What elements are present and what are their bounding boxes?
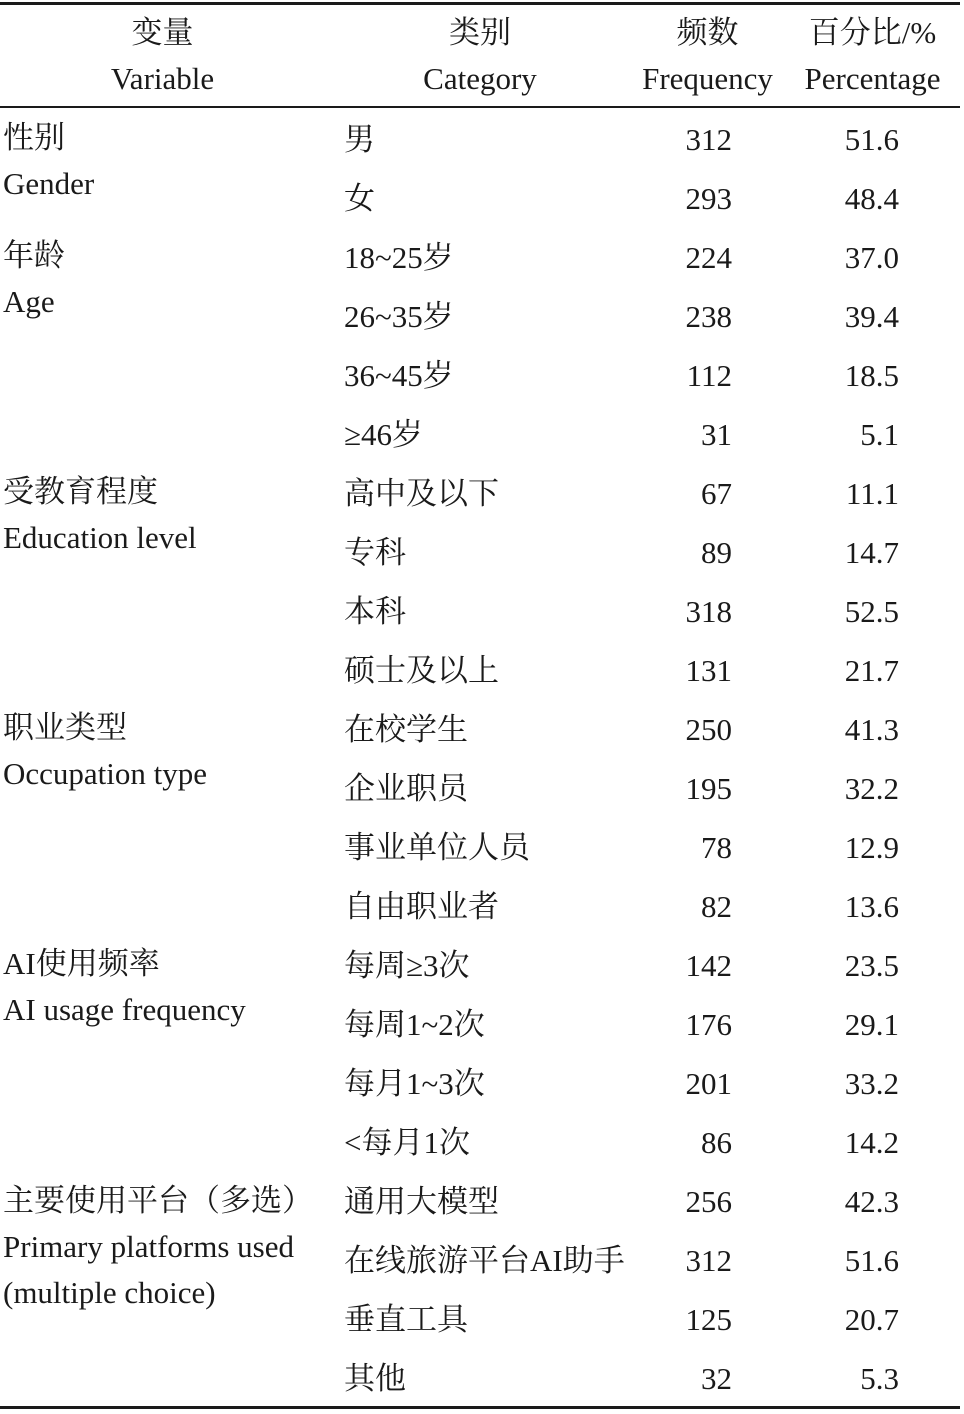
group-label-zh: 性别 — [3, 120, 65, 155]
percentage-cell: 23.5 — [844, 948, 899, 983]
category-cell: 每周≥3次 — [344, 948, 470, 983]
category-cell: 36~45岁 — [344, 358, 454, 393]
group-label-en: AI usage frequency — [3, 992, 246, 1027]
group-label-zh: 年龄 — [3, 238, 65, 273]
frequency-cell: 293 — [685, 181, 732, 216]
header-percentage-en: Percentage — [804, 61, 941, 96]
percentage-cell: 37.0 — [844, 240, 899, 275]
category-cell: 在校学生 — [344, 712, 468, 747]
category-cell: ≥46岁 — [344, 417, 424, 452]
percentage-cell: 5.3 — [860, 1361, 899, 1396]
category-cell: <每月1次 — [344, 1125, 470, 1160]
table-row — [0, 1172, 960, 1231]
group-label-en: Primary platforms used — [3, 1229, 295, 1264]
frequency-cell: 131 — [685, 653, 732, 688]
frequency-cell: 256 — [685, 1184, 732, 1219]
category-cell: 专科 — [344, 535, 406, 570]
category-cell: 垂直工具 — [344, 1302, 468, 1337]
group-label-en-2: (multiple choice) — [3, 1275, 216, 1310]
frequency-cell: 142 — [685, 948, 732, 983]
percentage-cell: 18.5 — [844, 358, 899, 393]
table-row — [0, 641, 960, 700]
percentage-cell: 14.7 — [844, 535, 899, 570]
percentage-cell: 39.4 — [844, 299, 899, 334]
category-cell: 事业单位人员 — [344, 830, 530, 865]
category-cell: 高中及以下 — [344, 476, 499, 511]
group-label-zh: 受教育程度 — [3, 474, 158, 509]
group-label-zh: AI使用频率 — [3, 946, 160, 981]
percentage-cell: 11.1 — [845, 476, 899, 511]
percentage-cell: 51.6 — [844, 122, 899, 157]
percentage-cell: 48.4 — [844, 181, 899, 216]
category-cell: 女 — [344, 181, 375, 216]
table-row — [0, 523, 960, 582]
frequency-cell: 250 — [685, 712, 732, 747]
table-row — [0, 759, 960, 818]
frequency-cell: 31 — [701, 417, 732, 452]
table-row — [0, 1113, 960, 1172]
category-cell: 企业职员 — [344, 771, 468, 806]
frequency-cell: 89 — [701, 535, 732, 570]
table-row — [0, 1290, 960, 1349]
category-cell: 通用大模型 — [344, 1184, 499, 1219]
frequency-cell: 176 — [685, 1007, 732, 1042]
frequency-cell: 195 — [685, 771, 732, 806]
category-cell: 男 — [344, 122, 375, 157]
frequency-cell: 78 — [701, 830, 732, 865]
table-row — [0, 346, 960, 405]
group-label-zh: 主要使用平台（多选） — [3, 1183, 313, 1218]
table-row — [0, 1231, 960, 1290]
percentage-cell: 13.6 — [844, 889, 899, 924]
percentage-cell: 21.7 — [844, 653, 899, 688]
header-variable-zh: 变量 — [131, 15, 194, 50]
header-category-en: Category — [423, 61, 537, 96]
bottom-rule — [0, 1406, 960, 1409]
header-frequency-en: Frequency — [642, 61, 773, 96]
percentage-cell: 12.9 — [844, 830, 899, 865]
percentage-cell: 29.1 — [844, 1007, 899, 1042]
table-row — [0, 405, 960, 464]
header-variable-en: Variable — [110, 61, 215, 96]
group-label-zh: 职业类型 — [3, 710, 127, 745]
category-cell: 硕士及以上 — [344, 653, 499, 688]
category-cell: 本科 — [344, 594, 406, 629]
frequency-cell: 32 — [701, 1361, 732, 1396]
header-variable — [0, 10, 325, 102]
table-row — [0, 818, 960, 877]
header-category-zh: 类别 — [449, 15, 511, 50]
top-rule — [0, 2, 960, 5]
frequency-cell: 312 — [685, 1243, 732, 1278]
percentage-cell: 32.2 — [844, 771, 899, 806]
frequency-cell: 112 — [686, 358, 732, 393]
frequency-cell: 224 — [685, 240, 732, 275]
category-cell: 其他 — [344, 1361, 406, 1396]
header-rule — [0, 106, 960, 108]
frequency-cell: 67 — [701, 476, 732, 511]
frequency-cell: 238 — [685, 299, 732, 334]
percentage-cell: 5.1 — [860, 417, 899, 452]
percentage-cell: 41.3 — [844, 712, 899, 747]
table-row — [0, 464, 960, 523]
category-cell: 26~35岁 — [344, 299, 454, 334]
header-frequency — [630, 10, 785, 102]
percentage-cell: 14.2 — [844, 1125, 899, 1160]
header-category — [330, 10, 630, 102]
header-percentage-zh: 百分比/% — [808, 15, 937, 50]
category-cell: 自由职业者 — [344, 889, 499, 924]
group-label-en: Education level — [3, 520, 197, 555]
group-label-en: Gender — [3, 166, 95, 201]
percentage-cell: 20.7 — [844, 1302, 899, 1337]
table-row — [0, 936, 960, 995]
percentage-cell: 42.3 — [844, 1184, 899, 1219]
table-row — [0, 228, 960, 287]
group-label-en: Occupation type — [3, 756, 208, 791]
table-row — [0, 169, 960, 228]
frequency-cell: 86 — [701, 1125, 732, 1160]
table-row — [0, 582, 960, 641]
percentage-cell: 51.6 — [844, 1243, 899, 1278]
category-cell: 每月1~3次 — [344, 1066, 485, 1101]
percentage-cell: 33.2 — [844, 1066, 899, 1101]
percentage-cell: 52.5 — [844, 594, 899, 629]
frequency-cell: 312 — [685, 122, 732, 157]
table-row — [0, 287, 960, 346]
table-row — [0, 1054, 960, 1113]
table-row — [0, 700, 960, 759]
table-row — [0, 1349, 960, 1408]
category-cell: 每周1~2次 — [344, 1007, 485, 1042]
group-label-en: Age — [3, 284, 55, 319]
frequency-cell: 201 — [685, 1066, 732, 1101]
header-percentage — [790, 10, 955, 102]
header-frequency-zh: 频数 — [676, 15, 739, 50]
table-row — [0, 110, 960, 169]
frequency-cell: 82 — [701, 889, 732, 924]
frequency-cell: 125 — [685, 1302, 732, 1337]
table-row — [0, 877, 960, 936]
category-cell: 18~25岁 — [344, 240, 454, 275]
frequency-cell: 318 — [685, 594, 732, 629]
table-row — [0, 995, 960, 1054]
category-cell: 在线旅游平台AI助手 — [344, 1243, 625, 1278]
